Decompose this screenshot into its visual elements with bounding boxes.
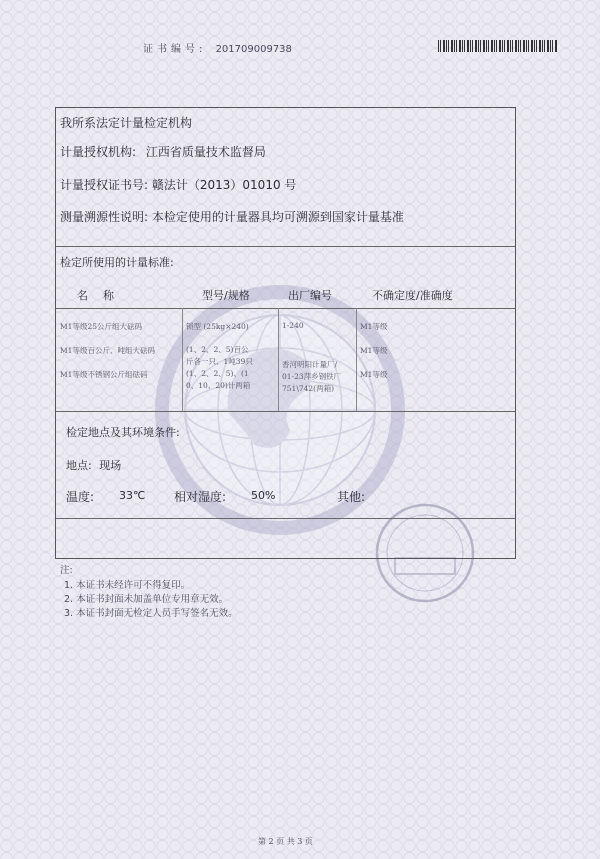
- certificate-number: [143, 40, 292, 55]
- standards-header-name: 名 称: [77, 289, 116, 302]
- standard-serial-1: 1-240: [282, 321, 304, 330]
- authority-value: 江西省质量技术监督局: [145, 145, 266, 159]
- standard-model-5: 0、10、20)计两箱: [186, 381, 251, 390]
- column-divider: [182, 308, 183, 411]
- standard-serial-4: 01-23萍乡钢铁厂: [282, 372, 342, 381]
- traceability-label: 测量溯源性说明:: [60, 210, 149, 224]
- standards-header-serial: 出厂编号: [288, 289, 332, 302]
- authority-label: 计量授权机构:: [60, 145, 137, 159]
- humidity-label: 相对湿度:: [174, 490, 227, 504]
- environment-title: 检定地点及其环境条件:: [66, 426, 180, 439]
- standard-model-4: (1、2、2、5)、(1: [186, 369, 249, 378]
- license-value: 赣法计（2013）01010 号: [151, 178, 297, 192]
- traceability-value: 本检定使用的计量器具均可溯源到国家计量基准: [151, 210, 404, 224]
- standard-model-2: (1、2、2、5)百公: [186, 345, 249, 354]
- standard-name-3: M1等级不锈钢公斤组砝码: [60, 370, 148, 379]
- standard-serial-5: 751\742(两箱): [282, 384, 335, 393]
- standard-name-2: M1等级百公斤、吨组大砝码: [60, 346, 155, 355]
- location-row: [66, 457, 121, 473]
- certificate-number-label: 证书编号:: [143, 44, 207, 55]
- location-label: 地点:: [66, 459, 92, 472]
- temperature-label: 温度:: [66, 490, 95, 504]
- standard-accuracy-3: M1等级: [360, 370, 388, 379]
- other-label: 其他:: [337, 490, 366, 504]
- column-divider: [278, 308, 279, 411]
- note-3: 3. 本证书封面无检定人员手写签名无效。: [64, 608, 238, 619]
- standard-name-1: M1等级25公斤组大砝码: [60, 322, 142, 331]
- standard-serial-3: 香河明阳计量厂/: [282, 360, 338, 369]
- note-2: 2. 本证书封面未加盖单位专用章无效。: [64, 594, 229, 605]
- authority-row: [60, 143, 266, 160]
- standards-header-model: 型号/规格: [202, 289, 250, 302]
- traceability-row: [60, 208, 404, 225]
- location-value: 现场: [99, 459, 122, 472]
- divider-line: [56, 518, 515, 519]
- notes-title: 注:: [60, 565, 73, 576]
- standard-model-1: 锁型 (25kg×240): [186, 322, 249, 331]
- barcode: [438, 40, 558, 52]
- divider-line: [56, 411, 515, 412]
- divider-line: [56, 308, 515, 309]
- section-title: 我所系法定计量检定机构: [60, 116, 193, 130]
- temperature-value: 33℃: [119, 489, 146, 502]
- license-label: 计量授权证书号:: [60, 178, 149, 192]
- standard-model-3: 斤各一只、1吨39只: [186, 357, 253, 366]
- standard-accuracy-1: M1等级: [360, 322, 388, 331]
- standards-title: 检定所使用的计量标准:: [60, 256, 174, 269]
- standard-accuracy-2: M1等级: [360, 346, 388, 355]
- license-row: [60, 176, 296, 193]
- column-divider: [356, 308, 357, 411]
- note-1: 1. 本证书未经许可不得复印。: [64, 580, 191, 591]
- page-number: 第 2 页 共 3 页: [258, 837, 313, 846]
- humidity-value: 50%: [251, 489, 276, 502]
- certificate-number-value: 201709009738: [215, 44, 292, 55]
- divider-line: [56, 246, 515, 247]
- standards-header-uncertainty: 不确定度/准确度: [372, 289, 453, 302]
